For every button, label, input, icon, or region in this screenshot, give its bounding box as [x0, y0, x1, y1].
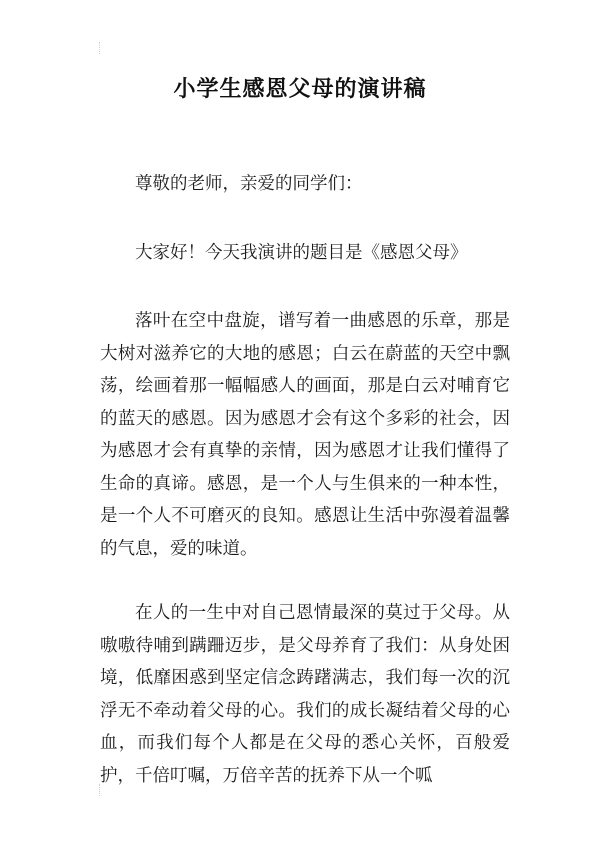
body-paragraph-2: 在人的一生中对自己恩情最深的莫过于父母。从嗷嗷待哺到蹒跚迈步，是父母养育了我们：从身处困境，低靡困惑到坚定信念踌躇满志，我们每一次的沉浮无不牵动着父母的心。我们的成长凝结着父母的心血，而我们每个人都是在父母的悉心关怀，百般爱护，千倍叮嘱，万倍辛苦的抚养下从一个呱: [100, 603, 510, 786]
greeting-paragraph: 尊敬的老师，亲爱的同学们：: [135, 174, 363, 194]
document-title: 小学生感恩父母的演讲稿: [173, 77, 427, 102]
topic-paragraph: 大家好！今天我演讲的题目是《感恩父母》: [135, 242, 468, 263]
page-edge-mark-top: [99, 42, 103, 54]
body-paragraph-1: 落叶在空中盘旋，谱写着一曲感恩的乐章，那是大树对滋养它的大地的感恩；白云在蔚蓝的天空中飘荡，绘画着那一幅幅感人的画面，那是白云对哺育它的蓝天的感恩。因为感恩才会有这个多彩的社会，因为感恩才会有真挚的亲情，因为感恩才让我们懂得了生命的真谛。感恩，是一个人与生俱来的一种本性，是一个人不可磨灭的良知。感恩让生活中弥漫着温馨的气息，爱的味道。: [100, 311, 510, 559]
document-body: [100, 168, 510, 824]
